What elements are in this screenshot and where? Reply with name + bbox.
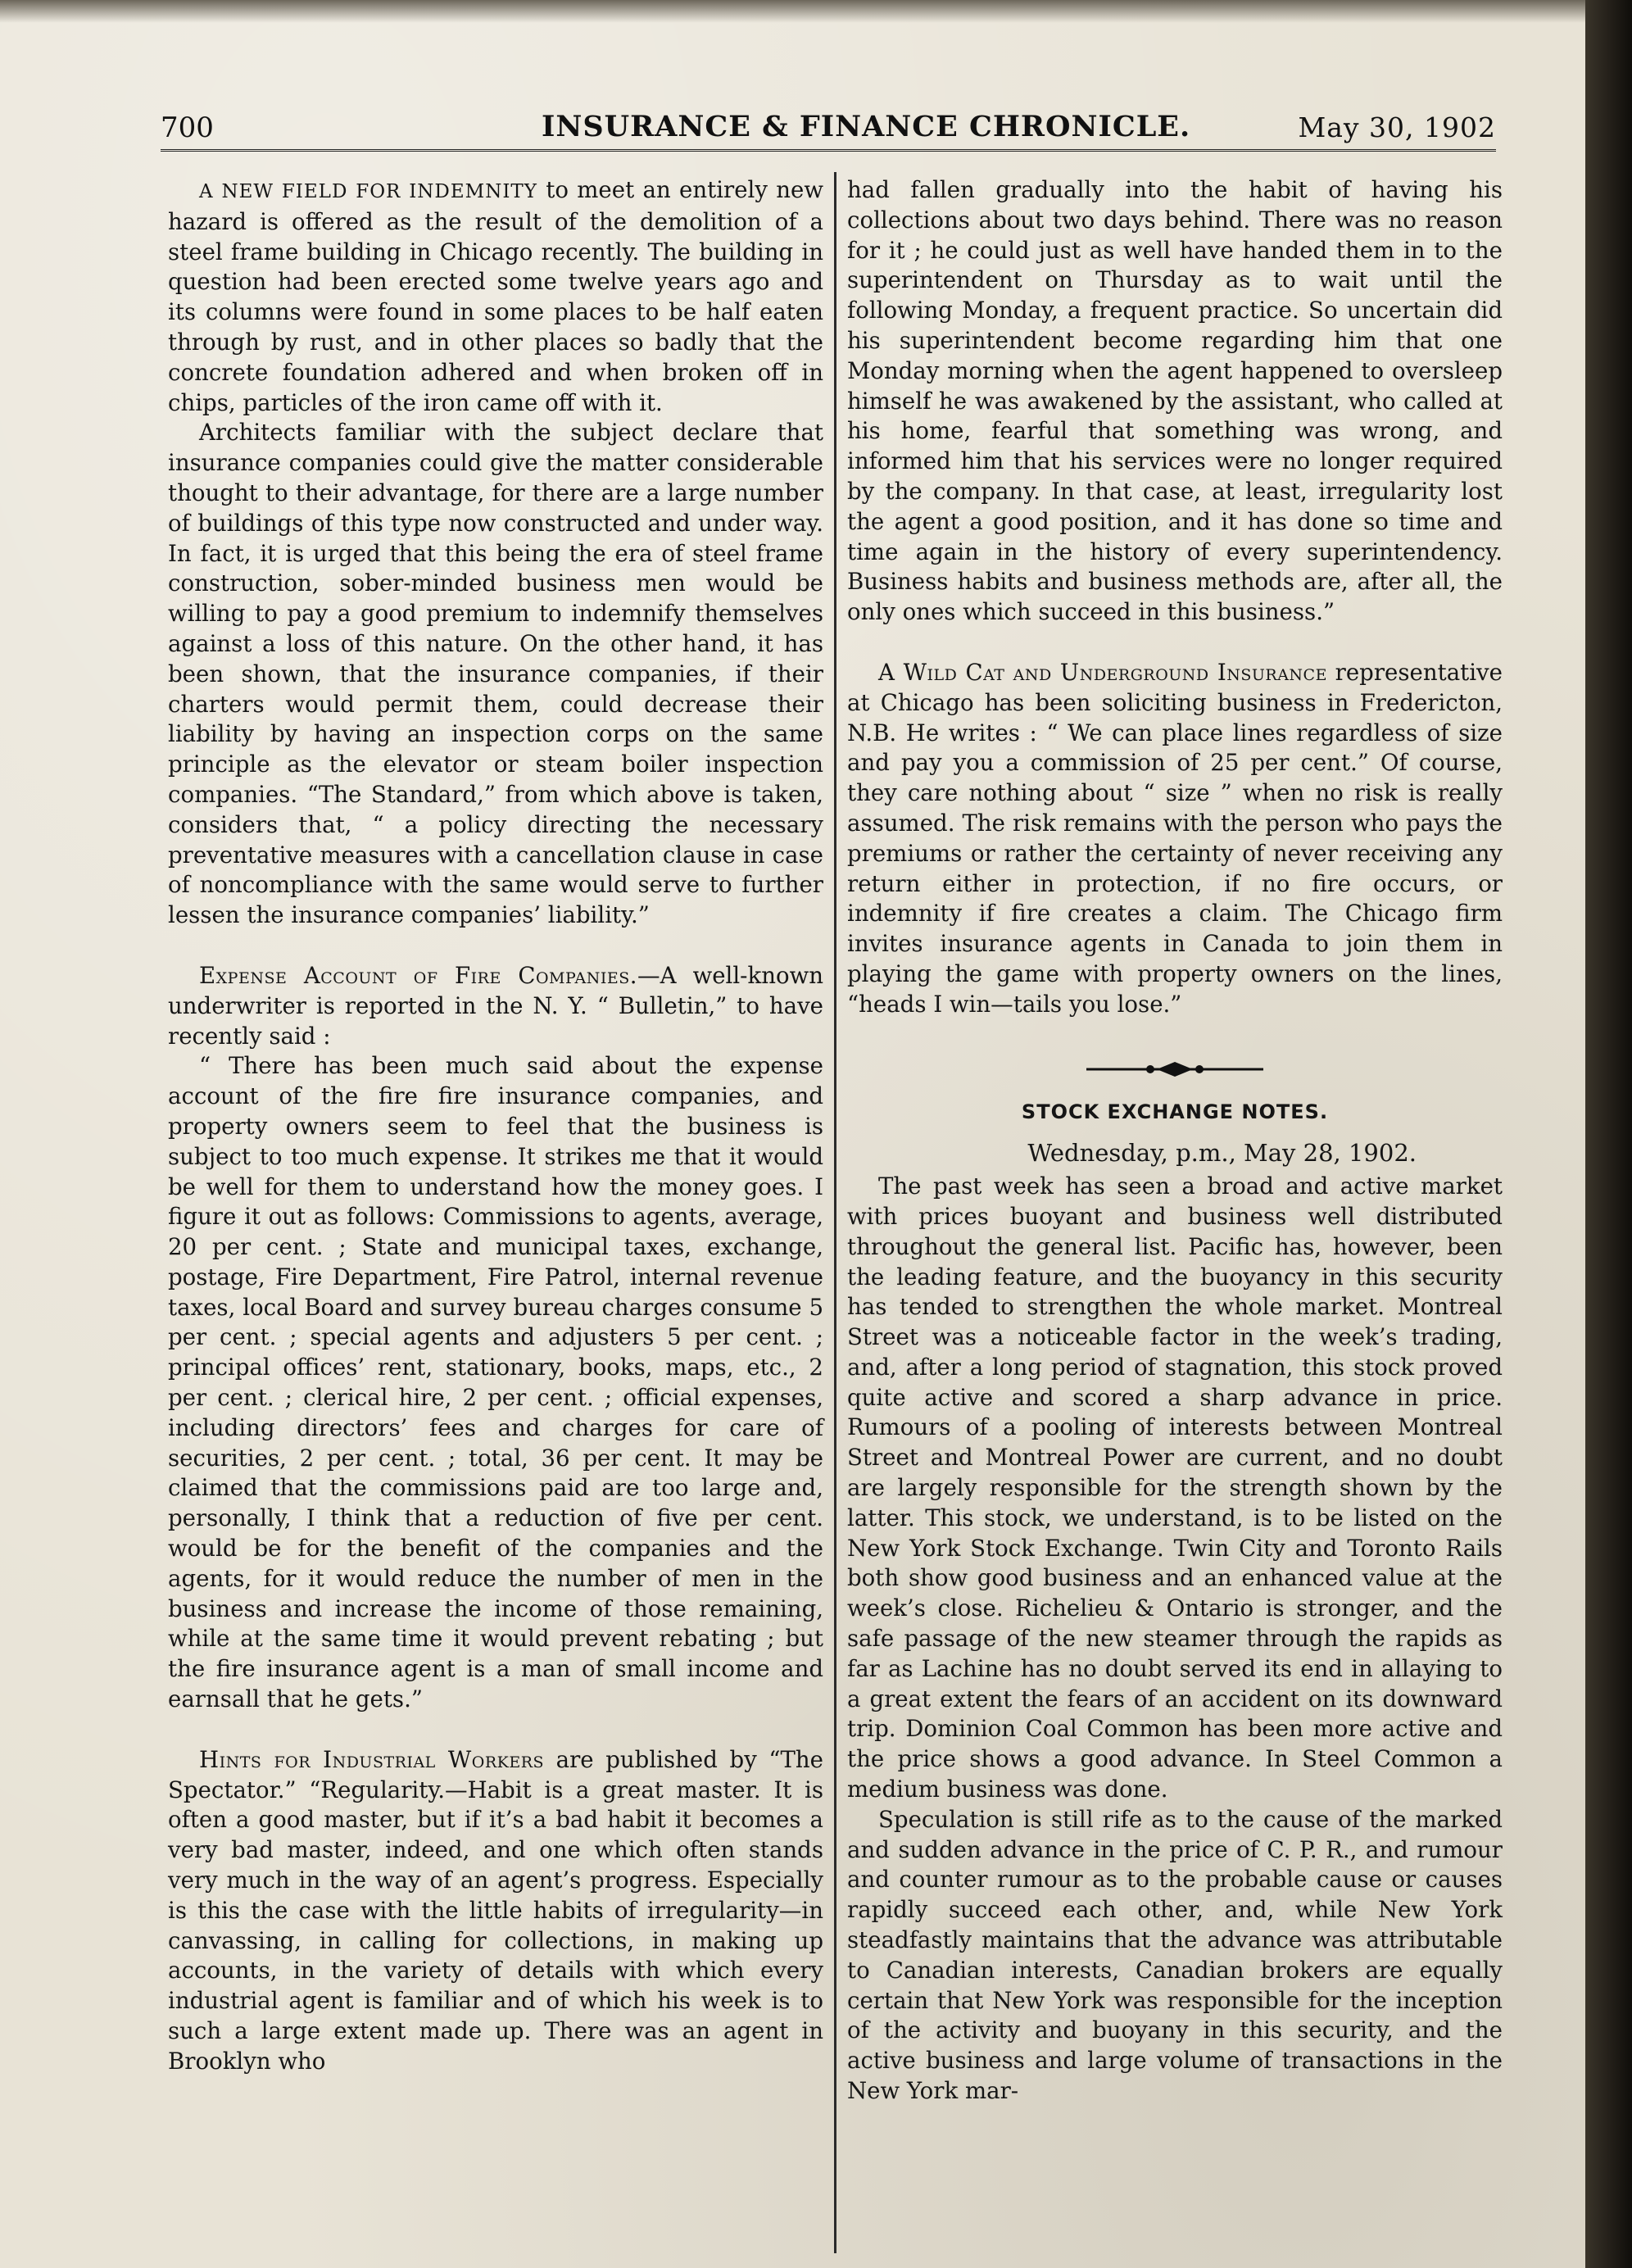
stock-body-1: The past week has seen a broad and active market with prices buoyant and business well distributed throughout the general list. Pacific has, however, been the leading feature, and the buoyancy in this security has tended to strengthen the whole market. Montreal Street was a noticeable factor in the week’s trading, and, after a long period of stagnation, this stock proved quite active and scored a sharp advance in price. Rumours of a pooling of interests between Montreal Street and Montreal Power are current, and no doubt are largely responsible for the strength shown by the latter. This stock, we understand, is to be listed on the New York Stock Exchange. Twin City and Toronto Rails both show good business and an enhanced value at the week’s close. Richelieu & Ontario is stronger, and the safe passage of the new steamer through the rapids as far as Lachine has no doubt served its end in allaying to a great extent the fears of an accident on its downward trip. Dominion Coal Common has been more active and the price shows a good advance. In Steel Common a medium business was done. — [847, 1173, 1503, 1803]
wild-cat-body: representative at Chicago has been soliciting business in Fredericton, N.B. He writes : “ We can place lines regardless of size and pay you a commission of 25 per cent.” Of course, they care nothing about “ size ” when no risk is really assumed. The risk remains with the person who pays the premiums or rather the certainty of never receiving any return either in protection, if no fire occurs, or indemnity if fire creates a claim. The Chicago firm invites insurance agents in Canada to join them in playing the game with property owners on the lines, “heads I win—tails you lose.” — [847, 658, 1503, 1018]
stock-paragraph-1 — [847, 1172, 1503, 1805]
hints-body-continued: had fallen gradually into the habit of having his collections about two days behind. There was no reason for it ; he could just as well have handed them in to the superintendent on Thursday as to wait until the following Monday, a frequent practice. So uncertain did his superintendent become regarding him that one Monday morning when the agent happened to oversleep himself he was awakened by the assistant, who called at his home, fearful that something was wrong, and informed him that his services were no longer required by the company. In that case, at least, irregularity lost the agent a good position, and it has done so time and time again in the history of every superintendency. Business habits and business methods are, after all, the only ones which succeed in this business.” — [847, 176, 1503, 626]
wild-cat-paragraph — [847, 658, 1503, 1020]
expense-body-2: “ There has been much said about the expense account of the fire fire insurance companies, and property owners seem to feel that the business is subject to too much expense. It strikes me that it would be well for them to understand how the money goes. I figure it out as follows: Commissions to agents, average, 20 per cent. ; State and municipal taxes, exchange, postage, Fire Department, Fire Patrol, internal revenue taxes, local Board and survey bureau charges consume 5 per cent. ; special agents and adjusters 5 per cent. ; principal offices’ rent, stationary, books, maps, etc., 2 per cent. ; clerical hire, 2 per cent. ; official expenses, including directors’ fees and charges for care of securities, 2 per cent. ; total, 36 per cent. It may be claimed that the commissions paid are too large and, personally, I think that a reduction of five per cent. would be for the benefit of the companies and the agents, for it would reduce the number of men in the business and increase the income of those remaining, while at the same time it would prevent rebating ; but the fire insurance agent is a man of small income and earnsall that he gets.” — [168, 1052, 823, 1713]
right-column — [847, 175, 1503, 2107]
new-field-lead: A NEW FIELD FOR INDEMNITY — [199, 181, 537, 202]
expense-lead: Expense Account of Fire Companies. — [199, 961, 638, 989]
stock-body-2: Speculation is still rife as to the cause of the marked and sudden advance in the price of C. P. R., and rumour and counter rumour as to the probable cause or causes rapidly succeed each other, and, while New York steadfastly maintains that the advance was attributable to Canadian interests, Canadian brokers are equally certain that New York was responsible for the inception of the activity and buoyany in this security, and the active business and large volume of transactions in the New York mar- — [847, 1805, 1503, 2105]
hints-body-1: are published by “The Spectator.” “Regularity.—Habit is a great master. It is often a good master, but if it’s a bad habit it becomes a very bad master, indeed, and one which often stands very much in the way of an agent’s progress. Especially is this the case with the little habits of irregularity—in canvassing, in calling for collections, in making up accounts, in the variety of details with which every industrial agent is familiar and of which his week is to such a large extent made up. There was an agent in Brooklyn who — [168, 1745, 824, 2075]
issue-date: May 30, 1902 — [1298, 111, 1496, 143]
stock-exchange-heading: STOCK EXCHANGE NOTES. — [1021, 1100, 1329, 1123]
hints-paragraph-1 — [168, 1745, 823, 2077]
hints-lead: Hints for Industrial Workers — [199, 1745, 545, 1773]
binding-shadow — [1585, 0, 1632, 2268]
new-field-body-2: Architects familiar with the subject declare that insurance companies could give the matter considerable thought to their advantage, for there are a large number of buildings of this type now constructed and under way. In fact, it is urged that this being the era of steel frame construction, sober-minded business men would be willing to pay a good premium to indemnify themselves against a loss of this nature. On the other hand, it has been shown, that the insurance companies, if their charters would permit them, could decrease their liability by having an inspection corps on the same principle as the elevator or steam boiler inspection companies. “The Standard,” from which above is taken, considers that, “ a policy directing the necessary preventative measures with a cancellation clause in case of noncompliance with the same would serve to further lessen the insurance companies’ liability.” — [168, 419, 823, 929]
page-top-edge — [0, 0, 1632, 23]
expense-paragraph-2 — [168, 1051, 823, 1715]
wild-cat-lead: A Wild Cat and Underground Insurance — [878, 658, 1327, 686]
expense-body-1: —A well-known underwriter is reported in the N. Y. “ Bulletin,” to have recently said : — [168, 961, 823, 1050]
stock-exchange-dateline: Wednesday, p.m., May 28, 1902. — [1027, 1139, 1417, 1168]
left-column — [168, 175, 823, 2077]
new-field-body-1: to meet an entirely new hazard is offered as the result of the demolition of a steel frame building in Chicago recently. The building in question had been erected some twelve years ago and its columns were found in some places to be half eaten through by rust, and in other places so badly that the concrete foundation adhered and when broken off in chips, particles of the iron came off with it. — [168, 176, 823, 416]
column-divider — [834, 172, 836, 2253]
expense-paragraph-1 — [168, 961, 823, 1051]
page-header — [161, 100, 1496, 144]
journal-title: INSURANCE & FINANCE CHRONICLE. — [542, 110, 1191, 143]
hints-continuation — [847, 175, 1503, 628]
stock-paragraph-2 — [847, 1805, 1503, 2107]
new-field-paragraph-1 — [168, 175, 823, 418]
page-number: 700 — [161, 111, 214, 144]
new-field-paragraph-2 — [168, 418, 823, 931]
header-rule — [161, 149, 1496, 152]
printers-ornament-icon — [1085, 1053, 1265, 1086]
